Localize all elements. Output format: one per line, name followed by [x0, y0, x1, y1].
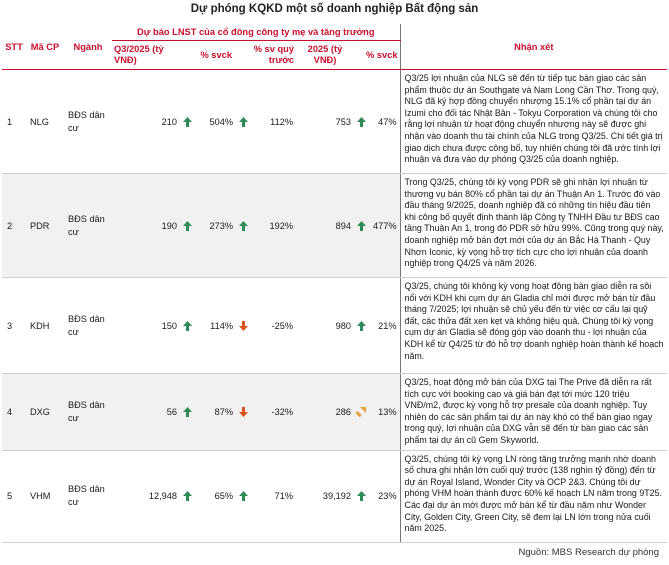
row-2025: 753 [296, 70, 354, 174]
arrow-up-icon [236, 174, 250, 278]
row-ticker: PDR [26, 174, 64, 278]
row-sv-quy-truoc: -32% [250, 374, 296, 451]
arrow-up-icon [354, 450, 368, 542]
row-svck-1: 65% [194, 450, 236, 542]
forecast-table [2, 24, 667, 543]
row-ticker: NLG [26, 70, 64, 174]
table-row [2, 174, 667, 278]
header-2025: 2025 (tỷ VNĐ) [296, 41, 354, 70]
table-row [2, 278, 667, 374]
row-sv-quy-truoc: 112% [250, 70, 296, 174]
source-note: Nguồn: MBS Research dự phóng [518, 547, 659, 558]
row-svck-2: 13% [368, 374, 400, 451]
table-row [2, 374, 667, 451]
row-sector: BĐS dân cư [64, 70, 112, 174]
row-q3-2025: 190 [112, 174, 180, 278]
header-nganh: Ngành [64, 24, 112, 70]
row-svck-1: 87% [194, 374, 236, 451]
row-q3-2025: 210 [112, 70, 180, 174]
row-stt: 3 [2, 278, 26, 374]
row-ticker: DXG [26, 374, 64, 451]
arrow-up-icon [354, 70, 368, 174]
arrow-up-icon [180, 174, 194, 278]
arrow-up-icon [180, 374, 194, 451]
header-ma-cp: Mã CP [26, 24, 64, 70]
row-stt: 4 [2, 374, 26, 451]
row-2025: 39,192 [296, 450, 354, 542]
row-stt: 1 [2, 70, 26, 174]
row-comment: Q3/25, chúng tôi kỳ vọng LN ròng tăng trưởng mạnh nhờ doanh số chưa ghi nhận lớn cuối quý trước (138 nghìn tỷ đồng) đến từ dự án Royal Island, Wonder City và OCP 2&3. Chúng tôi dự phóng VHM hoàn thành được 60% kế hoạch LN năm trong 9T25. Các đại dự án mới được mở bán kể từ đầu năm như Wonder City, Golden City, Green City, sẽ đem lại LN lớn trong nửa cuối năm 2025. [400, 450, 667, 542]
row-ticker: VHM [26, 450, 64, 542]
arrow-down-icon [236, 374, 250, 451]
row-q3-2025: 150 [112, 278, 180, 374]
arrow-diagonal-icon [354, 374, 368, 451]
row-sv-quy-truoc: 71% [250, 450, 296, 542]
row-sector: BĐS dân cư [64, 374, 112, 451]
row-stt: 2 [2, 174, 26, 278]
row-2025: 894 [296, 174, 354, 278]
table-row [2, 70, 667, 174]
row-sector: BĐS dân cư [64, 278, 112, 374]
row-svck-2: 47% [368, 70, 400, 174]
header-nhan-xet: Nhận xét [400, 24, 667, 70]
header-stt: STT [2, 24, 26, 70]
table-row [2, 450, 667, 542]
row-sv-quy-truoc: 192% [250, 174, 296, 278]
arrow-up-icon [354, 278, 368, 374]
row-stt: 5 [2, 450, 26, 542]
arrow-up-icon [354, 174, 368, 278]
row-q3-2025: 56 [112, 374, 180, 451]
row-svck-1: 114% [194, 278, 236, 374]
row-svck-1: 504% [194, 70, 236, 174]
arrow-up-icon [180, 450, 194, 542]
row-ticker: KDH [26, 278, 64, 374]
row-svck-2: 477% [368, 174, 400, 278]
header-sv-quy-truoc: % sv quý trước [236, 41, 296, 70]
page-title: Dự phóng KQKD một số doanh nghiệp Bất động sản [190, 3, 479, 15]
arrow-down-icon [236, 278, 250, 374]
row-comment: Q3/25 lợi nhuận của NLG sẽ đến từ tiếp tục bàn giao các sản phẩm thuộc dự án Southgate và Nam Long Cần Thơ. Trong quý, NLG đã ký hợp đồng chuyển nhượng 15.1% cổ phần tại dự án Izumi cho đối tác Nhật Bản - Tokyu Corporation và chúng tôi cho rằng lợi nhuận từ hoạt động chuyển nhượng này sẽ được ghi nhận vào doanh thu tài chính của NLG trong Q3/25. Chi tiết giá trị giao dịch chưa được công bố, tuy nhiên chúng tôi đã ước tính lợi nhuận và đưa vào dự phóng Q3/25 của doanh nghiệp. [400, 70, 667, 174]
row-2025: 286 [296, 374, 354, 451]
row-2025: 980 [296, 278, 354, 374]
row-sector: BĐS dân cư [64, 450, 112, 542]
header-group: Dự báo LNST của cổ đông công ty mẹ và tăng trưởng [112, 24, 400, 41]
row-svck-2: 21% [368, 278, 400, 374]
row-comment: Trong Q3/25, chúng tôi kỳ vọng PDR sẽ ghi nhận lợi nhuận từ thương vụ bán 80% cổ phần tại dự án Thuận An 1. Trước đó vào đầu tháng 9/2025, doanh nghiệp đã có những tín hiệu đầu tiên khi công bố quyết định thành lập Công ty TNHH Đầu tư BĐS cao tầng Thuận An 1, trong đó PDR sở hữu 99%. Cũng trong quý này, doanh nghiệp mở bán đợt mới của dự án Bắc Hà Thanh - Quy Nhơn Iconic, kỳ vọng hỗ trợ tích cực cho lợi nhuận của doanh nghiệp trong Q4/25 và năm 2026. [400, 174, 667, 278]
arrow-up-icon [180, 70, 194, 174]
header-q3-2025: Q3/2025 (tỷ VNĐ) [112, 41, 180, 70]
row-svck-1: 273% [194, 174, 236, 278]
row-sv-quy-truoc: -25% [250, 278, 296, 374]
arrow-up-icon [236, 70, 250, 174]
header-svck-1: % svck [180, 41, 236, 70]
arrow-up-icon [180, 278, 194, 374]
row-q3-2025: 12,948 [112, 450, 180, 542]
arrow-up-icon [236, 450, 250, 542]
row-comment: Q3/25, chúng tôi không kỳ vọng hoạt động bàn giao diễn ra sôi nổi với KDH khi cụm dự án Gladia chỉ mới được mở bán từ đầu tháng 7/2025; lợi nhuận sẽ chủ yếu đến từ việc cơ cấu lại quỹ đất, các thửa đất xen kẹt và không hiệu quả. Chúng tôi kỳ vọng cụm dự án Gladia sẽ đóng góp vào doanh thu - lợi nhuận của KDH kể từ Q4/25 từ đó hỗ trợ doanh nghiệp hoàn thành kế hoạch năm. [400, 278, 667, 374]
row-sector: BĐS dân cư [64, 174, 112, 278]
header-svck-2: % svck [354, 41, 400, 70]
row-comment: Q3/25, hoạt động mở bán của DXG tại The Prive đã diễn ra rất tích cực với booking cao và giá bán đạt tới mức 120 triệu VNĐ/m2, được kỳ vọng hỗ trợ presale của doanh nghiệp. Tuy nhiên do các sản phẩm tại dự án này khó có thể bàn giao ngay trong quý, lợi nhuận của DXG vẫn sẽ đến từ bàn giao các sản phẩm tại dự án cũ Gem Skyworld. [400, 374, 667, 451]
row-svck-2: 23% [368, 450, 400, 542]
